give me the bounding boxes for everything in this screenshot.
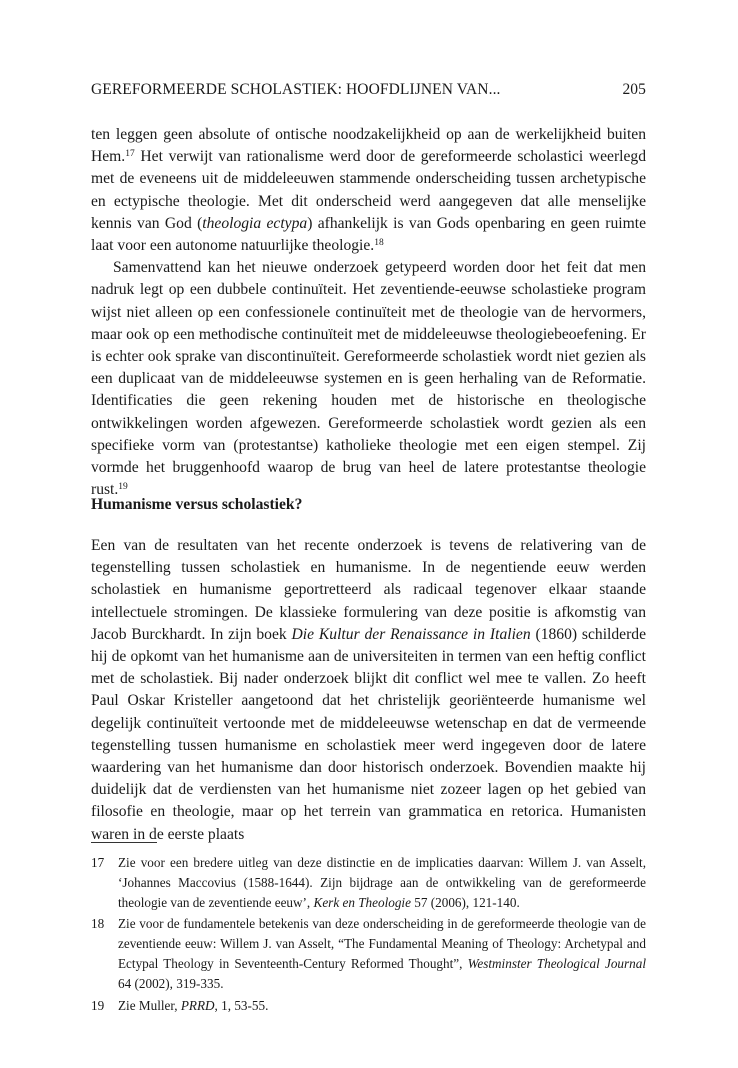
paragraph-3-text-a: Een van de resultaten van het recente onderzoek is tevens de relativering van de tegenstelling tussen scholastiek en humanisme. In de negentiende eeuw werden scholastiek en humanisme geportretteerd als radicaal tegenover elkaar staande intellectuele stromingen. De klassieke formulering van deze positie is afkomstig van Jacob Burckhardt. In zijn boek	[91, 537, 646, 643]
footnote-text-a: Zie Muller,	[118, 997, 181, 1013]
main-text-top	[91, 124, 646, 501]
footnote-italic: Westminster Theological Journal	[467, 955, 646, 971]
footnote-text-b: 64 (2002), 319-335.	[118, 975, 224, 991]
paragraph-3	[91, 535, 646, 846]
footnote-number: 18	[91, 916, 105, 932]
footnote-ref-18[interactable]: 18	[374, 238, 384, 249]
footnote-text-a: Zie voor een bredere uitleg van deze distinctie en de implicaties daarvan: Willem J. van Asselt, ‘Johannes Maccovius (1588-1644). Zijn bijdrage aan de ontwikkeling van de gereformeerde theologie van de zeventiende eeuw’,	[118, 855, 646, 910]
footnote-text-b: 57 (2006), 121-140.	[410, 894, 520, 910]
footnote-text-a: Zie voor de fundamentele betekenis van deze onderscheiding in de gereformeerde theologie van de zeventiende eeuw: Willem J. van Asselt, “The Fundamental Meaning of Theology: Archetypal and Ectypal Theology in Seventeenth-Century Reformed Thought”,	[118, 916, 646, 971]
section-heading: Humanisme versus scholastiek?	[91, 496, 303, 513]
main-text-bottom	[91, 535, 646, 846]
paragraph-2-text: Samenvattend kan het nieuwe onderzoek getypeerd worden door het feit dat men nadruk legt op een dubbele continuïteit. Het zeventiende-eeuwse scholastieke program wijst niet alleen op een confessionele continuïteit met de theologie van de hervormers, maar ook op een methodische continuïteit met de middeleeuwse theologiebeoefening. Er is echter ook sprake van discontinuïteit. Gereformeerde scholastiek wordt niet gezien als een duplicaat van de middeleeuwse systemen en is geen herhaling van de Reformatie. Identificaties die geen rekening houden met de historische en theologische ontwikkelingen worden afgewezen. Gereformeerde scholastiek wordt gezien als een specifieke vorm van (protestantse) katholieke theologie met een eigen stempel. Zij vormde het bruggenhoofd waarop de brug van heel de latere protestantse theologie rust.	[91, 259, 646, 499]
paragraph-1-text-c: ) afhankelijk is van Gods openbaring en geen ruimte laat voor een autonome natuurlijke theologie.	[91, 214, 646, 255]
footnote-italic: PRRD	[180, 997, 215, 1013]
footnote-number: 17	[91, 855, 105, 870]
footnote-18	[91, 914, 646, 993]
paragraph-1-italic: theologia ectypa	[202, 214, 308, 232]
footnote-text-b: , 1, 53-55.	[214, 997, 269, 1013]
paragraph-1	[91, 124, 646, 257]
paragraph-3-text-b: (1860) schilderde hij de opkomt van het humanisme aan de universiteiten in termen van een heftig conflict met de scholastiek. Bij nader onderzoek blijkt dit conflict wel mee te vallen. Zo heeft Paul Oskar Kristeller aangetoond dat het christelijk georiënteerde humanisme wel degelijk continuïteit vertoonde met de middeleeuwse wetenschap en dat de vermeende tegenstelling tussen humanisme en scholastiek meer werd ingegeven door de latere waardering van het humanisme dan door historisch onderzoek. Bovendien maakte hij duidelijk dat de verdiensten van het humanisme niet zozeer lagen op het gebied van filosofie en theologie, maar op het terrein van grammatica en retorica. Humanisten waren in de eerste plaats	[91, 625, 647, 843]
running-head-title: GEREFORMEERDE SCHOLASTIEK: HOOFDLIJNEN VAN...	[91, 81, 501, 98]
book-page	[91, 0, 646, 1068]
footnote-italic: Kerk en Theologie	[313, 894, 411, 910]
paragraph-1-text-a: ten leggen geen absolute of ontische noodzakelijkheid op aan de werkelijkheid buiten Hem.	[91, 126, 646, 166]
footnote-ref-19[interactable]: 19	[118, 482, 128, 493]
paragraph-3-italic: Die Kultur der Renaissance in Italien	[291, 625, 531, 643]
footnote-number: 19	[91, 997, 105, 1013]
footnote-ref-17[interactable]: 17	[125, 149, 135, 160]
page-number: 205	[622, 81, 646, 98]
paragraph-2	[91, 257, 646, 501]
footnote-17	[91, 853, 646, 912]
footnotes	[91, 853, 646, 1017]
footnote-19	[91, 996, 646, 1016]
footnote-divider	[91, 842, 157, 843]
running-head	[91, 80, 646, 100]
paragraph-1-text-b: Het verwijt van rationalisme werd door de gereformeerde scholastici weerlegd met de eveneens uit de middeleeuwen stammende onderscheiding tussen archetypische en ectypische theologie. Met dit onderscheid werd aangegeven dat alle menselijke kennis van God (	[91, 148, 646, 232]
